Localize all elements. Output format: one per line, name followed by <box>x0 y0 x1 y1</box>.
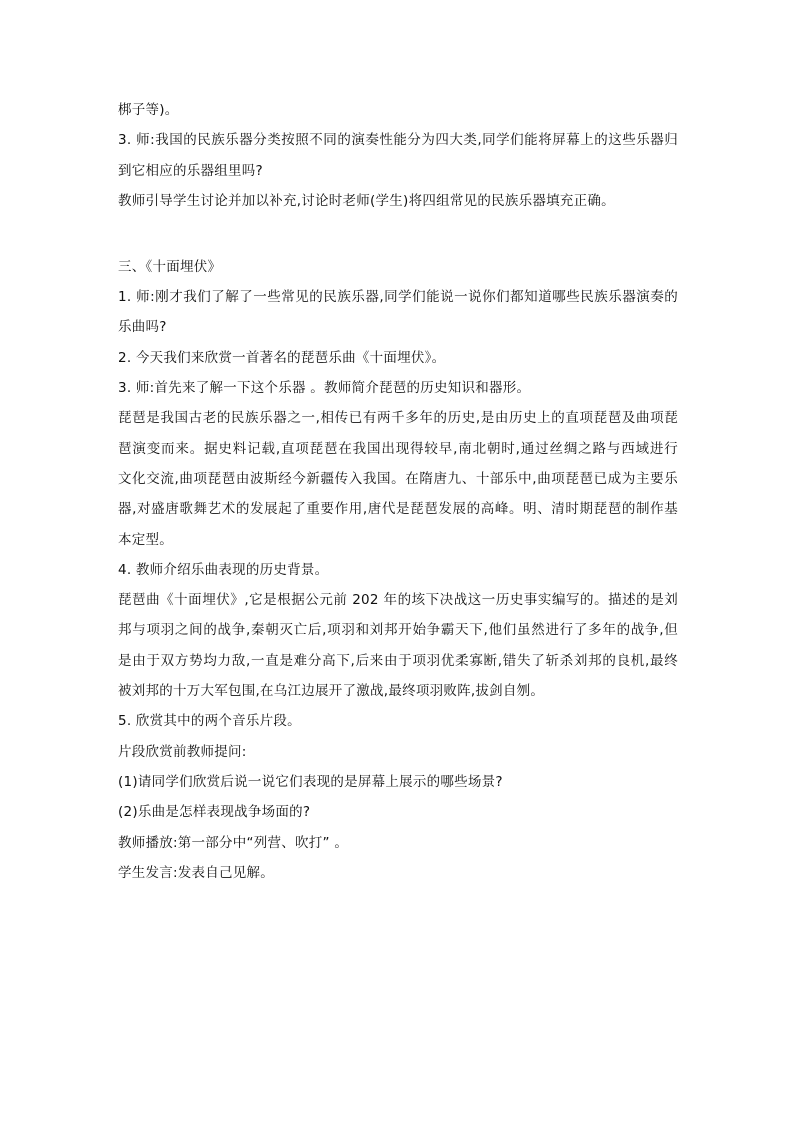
text-line: 到它相应的乐器组里吗? <box>118 162 263 179</box>
text-line: 5. 欣赏其中的两个音乐片段。 <box>118 713 301 730</box>
text-line: 邦与项羽之间的战争,秦朝灭亡后,项羽和刘邦开始争霸天下,他们虽然进行了多年的战争,但 <box>118 622 678 639</box>
text-line: 是由于双方势均力敌,一直是难分高下,后来由于项羽优柔寡断,错失了斩杀刘邦的良机,最终 <box>118 652 678 669</box>
text-line: 3. 师:首先来了解一下这个乐器 。教师简介琵琶的历史知识和器形。 <box>118 380 531 397</box>
text-line: (1)请同学们欣赏后说一说它们表现的是屏幕上展示的哪些场景? <box>118 773 503 790</box>
text-line: 琵琶是我国古老的民族乐器之一,相传已有两千多年的历史,是由历史上的直项琵琶及曲项琵 <box>118 410 678 427</box>
text-line: 教师播放:第一部分中“列营、吹打” 。 <box>118 834 349 851</box>
text-line: (2)乐曲是怎样表现战争场面的? <box>118 804 311 821</box>
text-line: 4. 教师介绍乐曲表现的历史背景。 <box>118 561 329 578</box>
text-line: 琵琶曲《十面埋伏》,它是根据公元前 202 年的垓下决战这一历史事实编写的。描述的是刘 <box>118 592 678 609</box>
text-line: 器,对盛唐歌舞艺术的发展起了重要作用,唐代是琵琶发展的高峰。明、清时期琵琶的制作基 <box>118 501 678 518</box>
text-line: 3. 师:我国的民族乐器分类按照不同的演奏性能分为四大类,同学们能将屏幕上的这些乐器归 <box>118 132 678 149</box>
text-line: 文化交流,曲项琵琶由波斯经今新疆传入我国。在隋唐九、十部乐中,曲项琵琶已成为主要乐 <box>118 470 678 487</box>
text-line: 琶演变而来。据史料记载,直项琵琶在我国出现得较早,南北朝时,通过丝绸之路与西域进行 <box>118 440 678 457</box>
text-line: 1. 师:刚才我们了解了一些常见的民族乐器,同学们能说一说你们都知道哪些民族乐器演奏的 <box>118 289 678 306</box>
text-line: 本定型。 <box>118 531 173 548</box>
text-line: 学生发言:发表自己见解。 <box>118 864 275 881</box>
text-line: 乐曲吗? <box>118 319 167 336</box>
text-line: 教师引导学生讨论并加以补充,讨论时老师(学生)将四组常见的民族乐器填充正确。 <box>118 192 615 209</box>
document-body <box>118 100 678 883</box>
text-line: 2. 今天我们来欣赏一首著名的琵琶乐曲《十面埋伏》。 <box>118 349 446 366</box>
text-line: 被刘邦的十万大军包围,在乌江边展开了激战,最终项羽败阵,拔剑自刎。 <box>118 683 545 700</box>
text-line: 片段欣赏前教师提问: <box>118 743 247 760</box>
text-line: 梆子等)。 <box>118 102 179 118</box>
section-heading: 三、《十面埋伏》 <box>118 258 222 275</box>
